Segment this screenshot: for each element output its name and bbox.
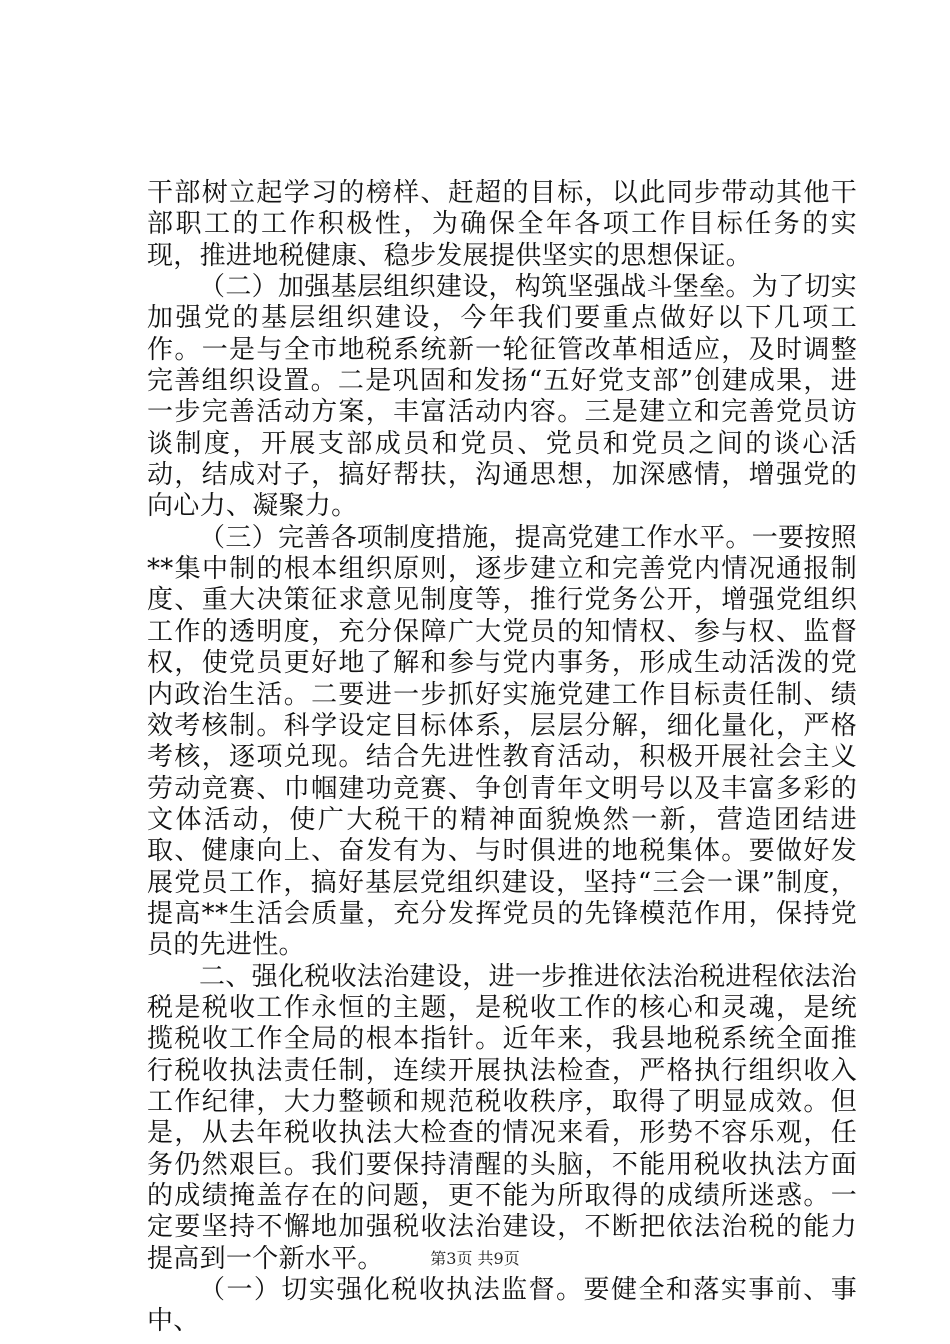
document-body [147, 178, 857, 1338]
paragraph-section-3: （三）完善各项制度措施，提高党建工作水平。一要按照**集中制的根本组织原则，逐步建立和完善党内情况通报制度、重大决策征求意见制度等，推行党务公开，增强党组织工作的透明度，充分保障广大党员的知情权、参与权、监督权，使党员更好地了解和参与党内事务，形成生动活泼的党内政治生活。二要进一步抓好实施党建工作目标责任制、绩效考核制。科学设定目标体系，层层分解，细化量化，严格考核，逐项兑现。结合先进性教育活动，积极开展社会主义劳动竞赛、巾帼建功竞赛、争创青年文明号以及丰富多彩的文体活动，使广大税干的精神面貌焕然一新，营造团结进取、健康向上、奋发有为、与时俱进的地税集体。要做好发展党员工作，搞好基层党组织建设，坚持“三会一课”制度，提高**生活会质量，充分发挥党员的先锋模范作用，保持党员的先进性。 [147, 522, 857, 961]
paragraph-continuation: 干部树立起学习的榜样、赶超的目标，以此同步带动其他干部职工的工作积极性，为确保全年各项工作目标任务的实现，推进地税健康、稳步发展提供坚实的思想保证。 [147, 178, 857, 271]
paragraph-subsection-1: （一）切实强化税收执法监督。要健全和落实事前、事中、 [147, 1275, 857, 1337]
page-number-footer: 第3页 共9页 [430, 1249, 520, 1268]
paragraph-heading-part-2: 二、强化税收法治建设，进一步推进依法治税进程依法治税是税收工作永恒的主题，是税收工作的核心和灵魂，是统揽税收工作全局的根本指针。近年来，我县地税系统全面推行税收执法责任制，连续开展执法检查，严格执行组织收入工作纪律，大力整顿和规范税收秩序，取得了明显成效。但是，从去年税收执法大检查的情况来看，形势不容乐观，任务仍然艰巨。我们要保持清醒的头脑，不能用税收执法方面的成绩掩盖存在的问题，更不能为所取得的成绩所迷惑。一定要坚持不懈地加强税收法治建设，不断把依法治税的能力提高到一个新水平。 [147, 961, 857, 1274]
paragraph-section-2: （二）加强基层组织建设，构筑坚强战斗堡垒。为了切实加强党的基层组织建设，今年我们要重点做好以下几项工作。一是与全市地税系统新一轮征管改革相适应，及时调整完善组织设置。二是巩固和发扬“五好党支部”创建成果，进一步完善活动方案，丰富活动内容。三是建立和完善党员访谈制度，开展支部成员和党员、党员和党员之间的谈心活动，结成对子，搞好帮扶，沟通思想，加深感情，增强党的向心力、凝聚力。 [147, 272, 857, 522]
